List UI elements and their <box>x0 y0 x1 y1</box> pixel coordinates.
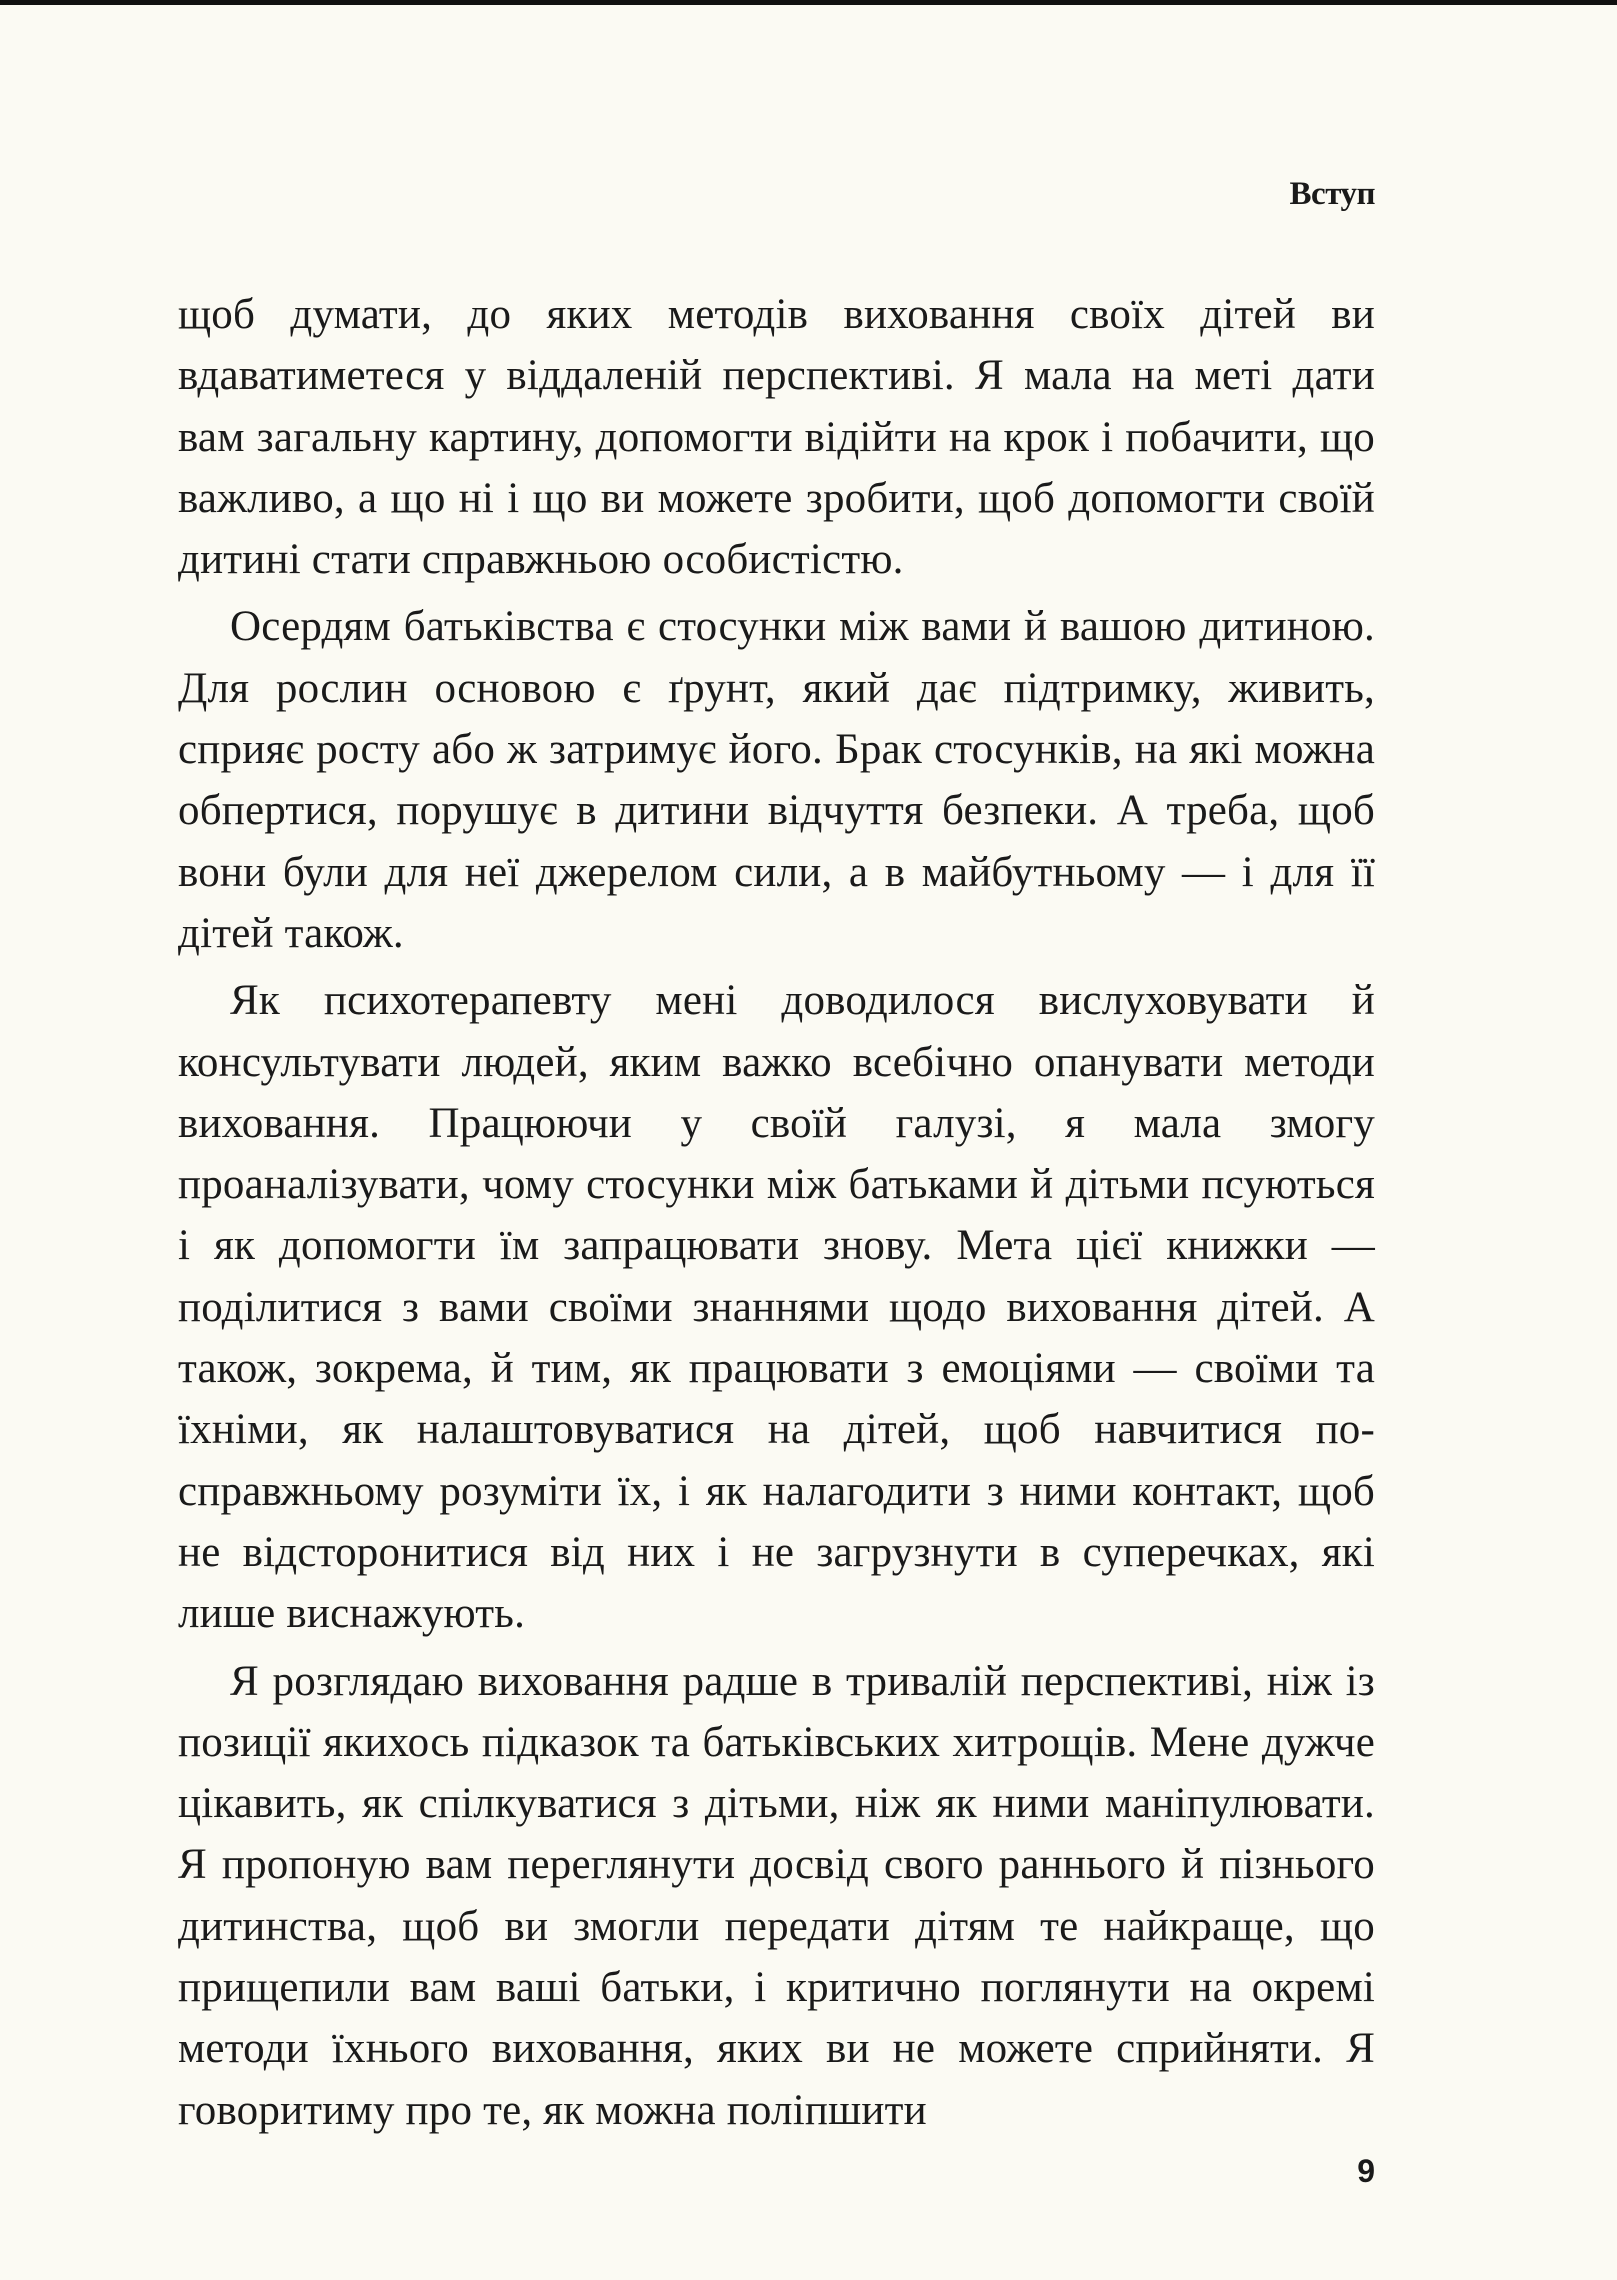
body-text <box>178 284 1375 2141</box>
running-head: Вступ <box>1289 176 1375 212</box>
page-number: 9 <box>1357 2153 1375 2189</box>
paragraph-4: Я розглядаю виховання радше в тривалій перспективі, ніж із позиції якихось підказок та батьківських хитрощів. Мене дужче цікавить, як спілкуватися з дітьми, ніж як ними маніпулювати. Я пропоную вам переглянути досвід свого раннього й пізнього дитинства, щоб ви змогли передати дітям те найкраще, що прищепили вам ваші батьки, і критично поглянути на окремі методи їхнього виховання, яких ви не можете сприйняти. Я говоритиму про те, як можна поліпшити <box>178 1657 1375 2134</box>
paragraph-2: Осердям батьківства є стосунки між вами й вашою дитиною. Для рослин основою є ґрунт, який дає підтримку, живить, сприяє росту або ж затримує його. Брак стосунків, на які можна обпертися, порушує в дитини відчуття безпеки. А треба, щоб вони були для неї джерелом сили, а в майбутньому — і для її дітей також. <box>178 603 1375 957</box>
scan-edge <box>0 0 1617 5</box>
paragraph-1: щоб думати, до яких методів виховання своїх дітей ви вдаватиметеся у віддаленій перспективі. Я мала на меті дати вам загальну картину, допомогти відійти на крок і побачити, що важливо, а що ні і що ви можете зробити, щоб допомогти своїй дитині стати справжньою особистістю. <box>178 291 1375 584</box>
paragraph-3: Як психотерапевту мені доводилося вислуховувати й консультувати людей, яким важко всебічно опанувати методи виховання. Працюючи у своїй галузі, я мала змогу проаналізувати, чому стосунки між батьками й дітьми псуються і як допомогти їм запрацювати знову. Мета цієї книжки — поділитися з вами своїми знаннями щодо виховання дітей. А також, зокрема, й тим, як працювати з емоціями — своїми та їхніми, як налаштовуватися на дітей, щоб навчитися по-справжньому розуміти їх, і як налагодити з ними контакт, щоб не відсторонитися від них і не загрузнути в суперечках, які лише виснажують. <box>178 977 1375 1638</box>
